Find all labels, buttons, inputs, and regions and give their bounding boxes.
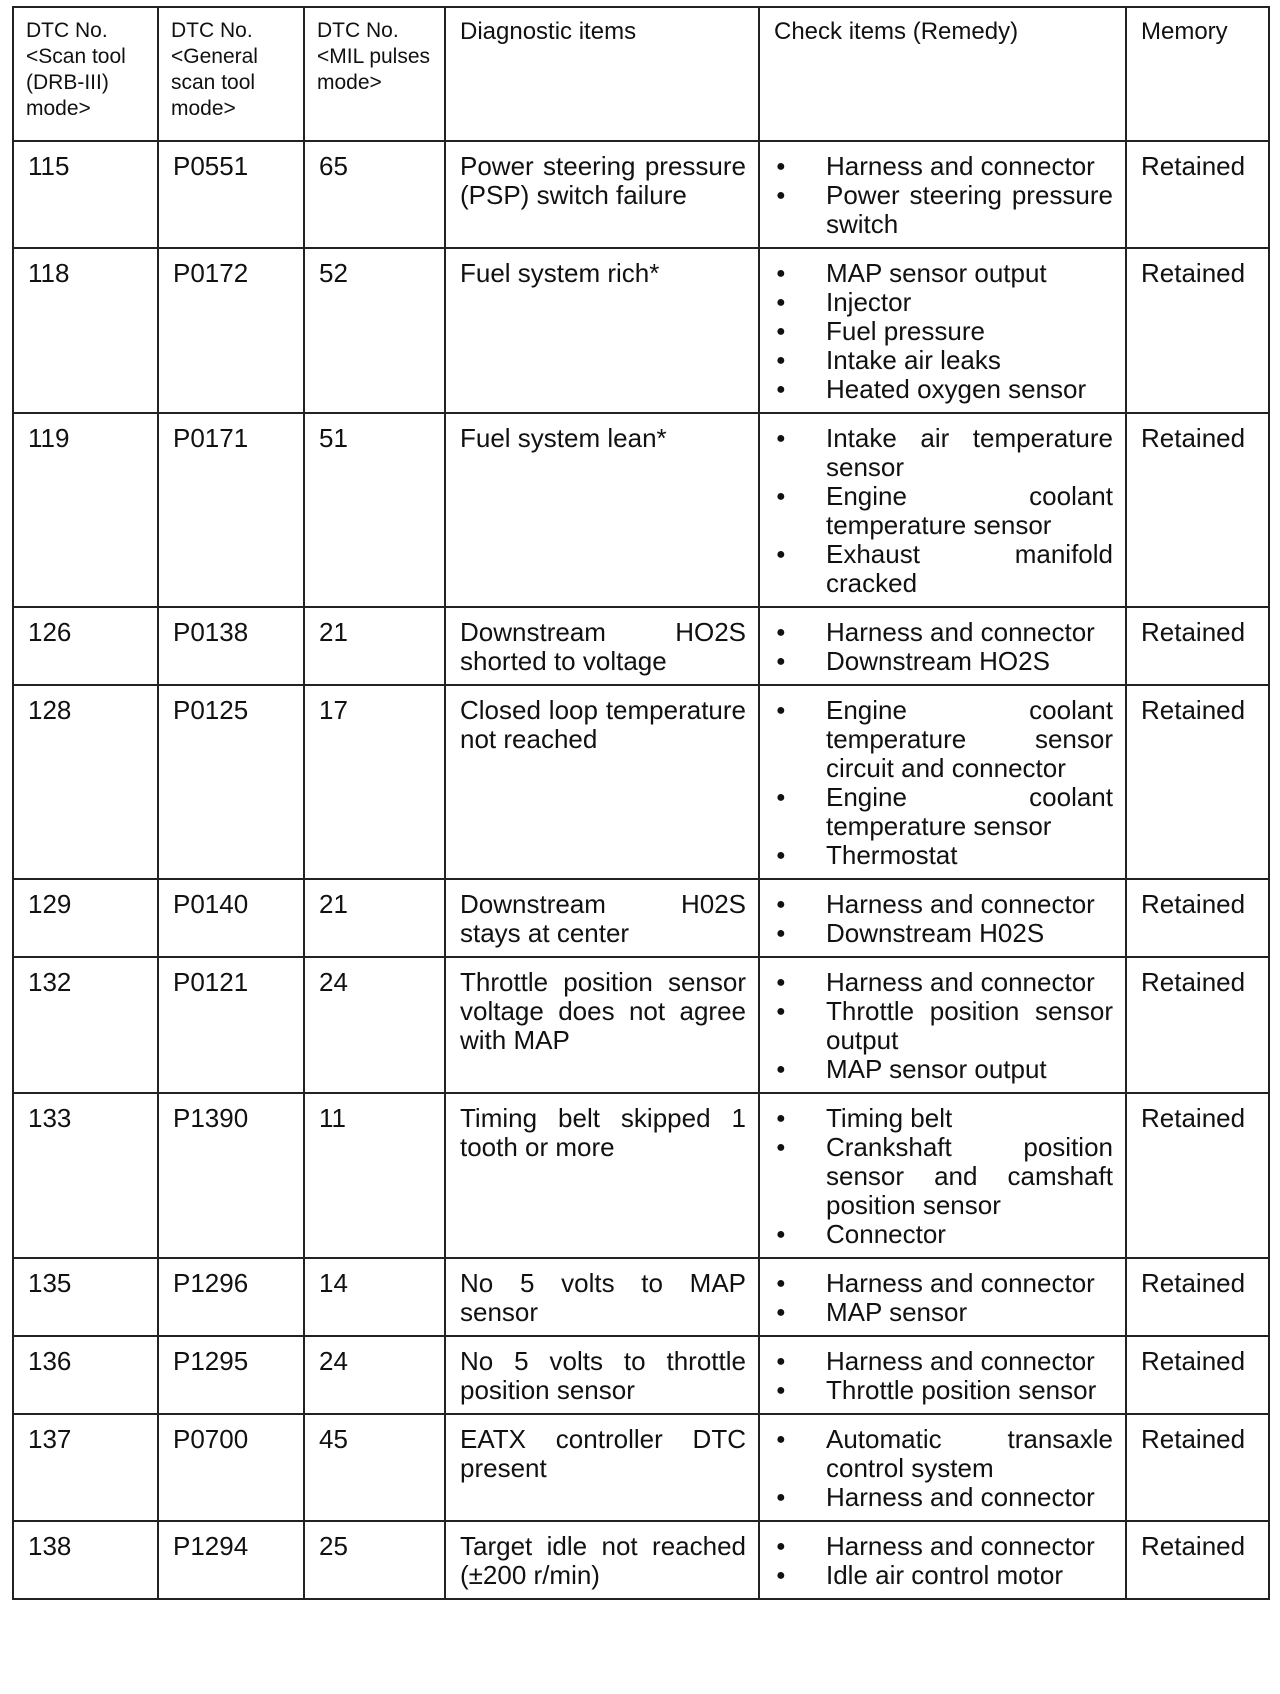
cell-general-scan-tool-dtc: P0121 <box>158 957 304 1093</box>
check-item: ● Harness and connector <box>774 152 1113 181</box>
cell-mil-pulses-dtc: 21 <box>304 879 445 957</box>
cell-check-items <box>759 1336 1126 1414</box>
cell-check-items <box>759 607 1126 685</box>
check-item: ● Power steering pressure switch <box>774 181 1113 239</box>
check-item: ● Downstream H02S <box>774 919 1113 948</box>
cell-mil-pulses-dtc: 24 <box>304 1336 445 1414</box>
check-item: ● Heated oxygen sensor <box>774 375 1113 404</box>
cell-scan-tool-dtc: 118 <box>13 248 158 413</box>
cell-general-scan-tool-dtc: P1295 <box>158 1336 304 1414</box>
check-item: ● Exhaust manifold cracked <box>774 540 1113 598</box>
dtc-table-page <box>12 6 1268 1600</box>
cell-check-items <box>759 1414 1126 1521</box>
cell-scan-tool-dtc: 136 <box>13 1336 158 1414</box>
cell-general-scan-tool-dtc: P0171 <box>158 413 304 607</box>
check-item: ● MAP sensor output <box>774 259 1113 288</box>
check-item: ● Intake air leaks <box>774 346 1113 375</box>
check-items-list <box>774 152 1113 239</box>
check-item: ● Fuel pressure <box>774 317 1113 346</box>
table-row <box>13 141 1269 248</box>
check-items-list <box>774 618 1113 676</box>
cell-diagnostic-item: Fuel system rich* <box>445 248 759 413</box>
table-header-row <box>13 7 1269 141</box>
cell-memory: Retained <box>1126 1414 1269 1521</box>
check-item: ● Connector <box>774 1220 1113 1249</box>
cell-check-items <box>759 1258 1126 1336</box>
cell-mil-pulses-dtc: 11 <box>304 1093 445 1258</box>
cell-memory: Retained <box>1126 685 1269 879</box>
check-item: ● MAP sensor output <box>774 1055 1113 1084</box>
cell-mil-pulses-dtc: 52 <box>304 248 445 413</box>
cell-scan-tool-dtc: 115 <box>13 141 158 248</box>
cell-memory: Retained <box>1126 248 1269 413</box>
cell-general-scan-tool-dtc: P0551 <box>158 141 304 248</box>
check-item: ● Automatic transaxle control system <box>774 1425 1113 1483</box>
cell-diagnostic-item: Throttle position sensor voltage does not agree with MAP <box>445 957 759 1093</box>
cell-check-items <box>759 141 1126 248</box>
check-item: ● Idle air control motor <box>774 1561 1113 1590</box>
cell-diagnostic-item: No 5 volts to throttle position sensor <box>445 1336 759 1414</box>
table-row <box>13 607 1269 685</box>
check-item: ● Thermostat <box>774 841 1113 870</box>
check-item: ● Harness and connector <box>774 1532 1113 1561</box>
table-row <box>13 248 1269 413</box>
check-items-list <box>774 1347 1113 1405</box>
cell-memory: Retained <box>1126 413 1269 607</box>
cell-mil-pulses-dtc: 65 <box>304 141 445 248</box>
check-item: ● Engine coolant temperature sensor <box>774 783 1113 841</box>
check-item: ● Throttle position sensor output <box>774 997 1113 1055</box>
check-item: ● Throttle position sensor <box>774 1376 1113 1405</box>
cell-mil-pulses-dtc: 24 <box>304 957 445 1093</box>
cell-check-items <box>759 957 1126 1093</box>
check-items-list <box>774 1269 1113 1327</box>
check-items-list <box>774 259 1113 404</box>
cell-mil-pulses-dtc: 14 <box>304 1258 445 1336</box>
cell-memory: Retained <box>1126 879 1269 957</box>
check-item: ● Harness and connector <box>774 618 1113 647</box>
cell-general-scan-tool-dtc: P0172 <box>158 248 304 413</box>
cell-memory: Retained <box>1126 1258 1269 1336</box>
check-item: ● Harness and connector <box>774 1269 1113 1298</box>
table-row <box>13 413 1269 607</box>
table-row <box>13 1414 1269 1521</box>
header-mil-pulses-dtc: DTC No. <MIL pulses mode> <box>304 7 445 141</box>
cell-memory: Retained <box>1126 141 1269 248</box>
cell-mil-pulses-dtc: 51 <box>304 413 445 607</box>
cell-memory: Retained <box>1126 1521 1269 1599</box>
check-item: ● Engine coolant temperature sensor <box>774 482 1113 540</box>
cell-memory: Retained <box>1126 1336 1269 1414</box>
cell-check-items <box>759 1521 1126 1599</box>
table-row <box>13 1258 1269 1336</box>
cell-general-scan-tool-dtc: P0125 <box>158 685 304 879</box>
cell-diagnostic-item: Target idle not reached (±200 r/min) <box>445 1521 759 1599</box>
cell-mil-pulses-dtc: 17 <box>304 685 445 879</box>
cell-scan-tool-dtc: 132 <box>13 957 158 1093</box>
cell-scan-tool-dtc: 133 <box>13 1093 158 1258</box>
check-items-list <box>774 890 1113 948</box>
header-scan-tool-dtc: DTC No. <Scan tool (DRB-III) mode> <box>13 7 158 141</box>
table-row <box>13 1093 1269 1258</box>
cell-general-scan-tool-dtc: P0138 <box>158 607 304 685</box>
check-items-list <box>774 1104 1113 1249</box>
cell-scan-tool-dtc: 126 <box>13 607 158 685</box>
cell-scan-tool-dtc: 137 <box>13 1414 158 1521</box>
cell-general-scan-tool-dtc: P1390 <box>158 1093 304 1258</box>
cell-diagnostic-item: Timing belt skipped 1 tooth or more <box>445 1093 759 1258</box>
cell-diagnostic-item: Power steering pressure (PSP) switch failure <box>445 141 759 248</box>
check-item: ● Harness and connector <box>774 968 1113 997</box>
cell-diagnostic-item: Fuel system lean* <box>445 413 759 607</box>
cell-diagnostic-item: Closed loop temperature not reached <box>445 685 759 879</box>
cell-general-scan-tool-dtc: P0700 <box>158 1414 304 1521</box>
cell-diagnostic-item: Downstream H02S stays at center <box>445 879 759 957</box>
table-row <box>13 1521 1269 1599</box>
cell-diagnostic-item: No 5 volts to MAP sensor <box>445 1258 759 1336</box>
cell-mil-pulses-dtc: 25 <box>304 1521 445 1599</box>
check-item: ● Crankshaft position sensor and camshaft position sensor <box>774 1133 1113 1220</box>
cell-scan-tool-dtc: 129 <box>13 879 158 957</box>
check-items-list <box>774 696 1113 870</box>
header-check-items: Check items (Remedy) <box>759 7 1126 141</box>
check-items-list <box>774 1425 1113 1512</box>
header-memory: Memory <box>1126 7 1269 141</box>
cell-diagnostic-item: Downstream HO2S shorted to voltage <box>445 607 759 685</box>
cell-check-items <box>759 879 1126 957</box>
cell-scan-tool-dtc: 138 <box>13 1521 158 1599</box>
check-item: ● Harness and connector <box>774 1347 1113 1376</box>
cell-check-items <box>759 1093 1126 1258</box>
cell-check-items <box>759 413 1126 607</box>
table-row <box>13 957 1269 1093</box>
cell-memory: Retained <box>1126 957 1269 1093</box>
cell-general-scan-tool-dtc: P1296 <box>158 1258 304 1336</box>
dtc-table <box>12 6 1270 1600</box>
cell-diagnostic-item: EATX controller DTC present <box>445 1414 759 1521</box>
header-diagnostic-items: Diagnostic items <box>445 7 759 141</box>
cell-general-scan-tool-dtc: P0140 <box>158 879 304 957</box>
table-row <box>13 1336 1269 1414</box>
check-items-list <box>774 1532 1113 1590</box>
check-item: ● Harness and connector <box>774 1483 1113 1512</box>
cell-general-scan-tool-dtc: P1294 <box>158 1521 304 1599</box>
table-row <box>13 685 1269 879</box>
cell-scan-tool-dtc: 135 <box>13 1258 158 1336</box>
cell-mil-pulses-dtc: 45 <box>304 1414 445 1521</box>
table-row <box>13 879 1269 957</box>
cell-memory: Retained <box>1126 607 1269 685</box>
check-items-list <box>774 968 1113 1084</box>
header-general-scan-tool-dtc: DTC No. <General scan tool mode> <box>158 7 304 141</box>
cell-memory: Retained <box>1126 1093 1269 1258</box>
check-item: ● Downstream HO2S <box>774 647 1113 676</box>
check-items-list <box>774 424 1113 598</box>
cell-check-items <box>759 685 1126 879</box>
check-item: ● Intake air temperature sensor <box>774 424 1113 482</box>
cell-check-items <box>759 248 1126 413</box>
check-item: ● Timing belt <box>774 1104 1113 1133</box>
check-item: ● Harness and connector <box>774 890 1113 919</box>
check-item: ● Engine coolant temperature sensor circuit and connector <box>774 696 1113 783</box>
cell-mil-pulses-dtc: 21 <box>304 607 445 685</box>
table-body <box>13 141 1269 1599</box>
check-item: ● MAP sensor <box>774 1298 1113 1327</box>
check-item: ● Injector <box>774 288 1113 317</box>
cell-scan-tool-dtc: 128 <box>13 685 158 879</box>
cell-scan-tool-dtc: 119 <box>13 413 158 607</box>
